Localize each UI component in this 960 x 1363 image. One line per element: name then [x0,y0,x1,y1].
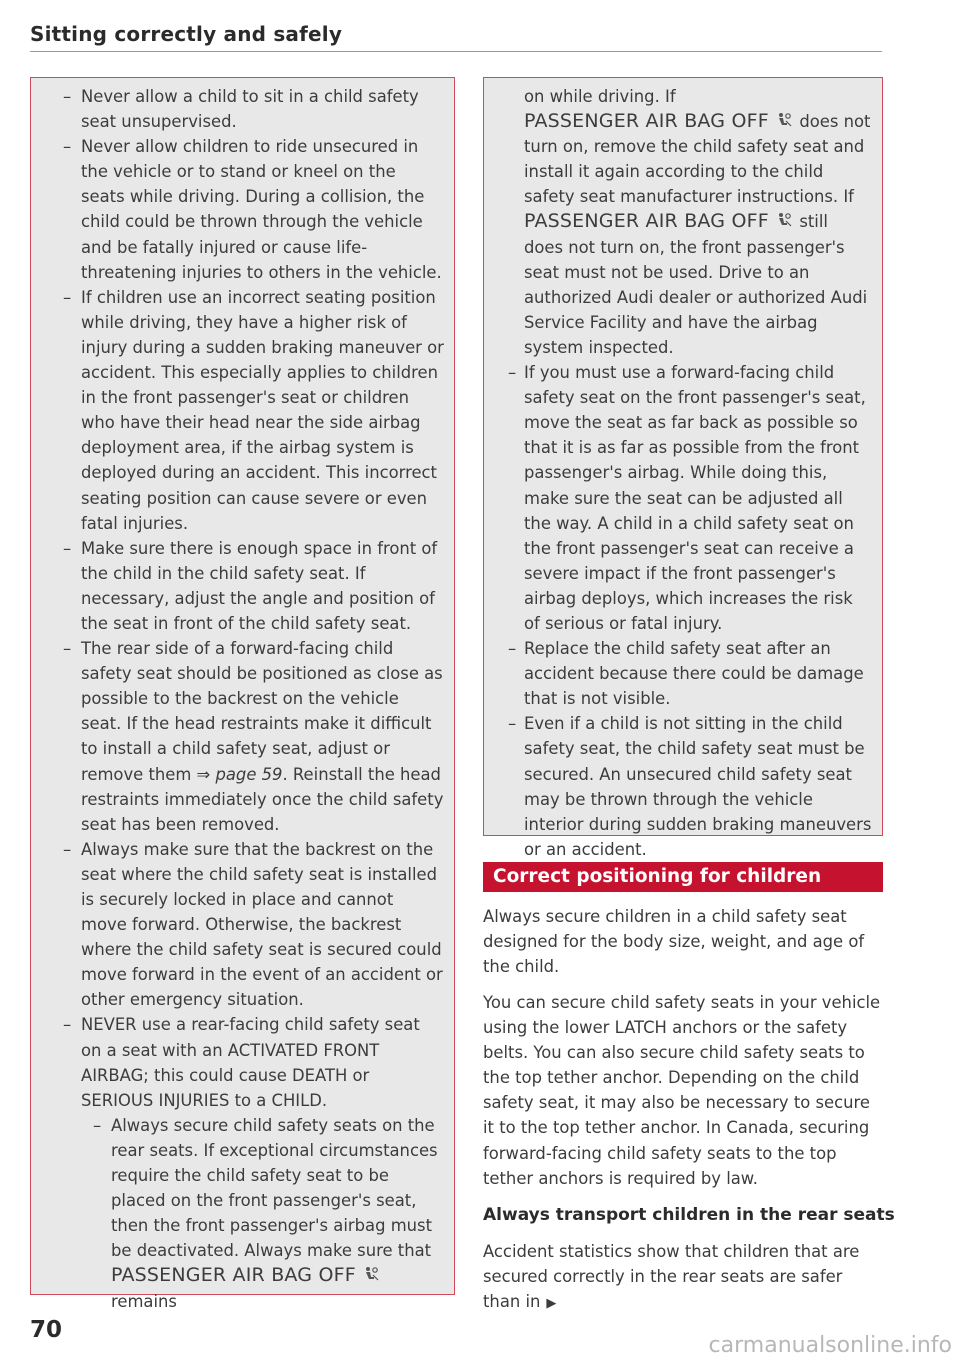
warning-item: – Make sure there is enough space in front of the child in the child safety seat. If necessary, adjust the angle and position of the seat in front of the child safety seat. [61,536,444,636]
warning-item: – If children use an incorrect seating position while driving, they have a higher risk of injury during a sudden braking maneuver or accident. This especially applies to children in the front passenger's seat or children who have their head near the side airbag deployment area, if the airbag system is deployed during an accident. This incorrect seating position can cause severe or even fatal injuries. [61,285,444,536]
header-divider [30,51,882,52]
body-paragraph: You can secure child safety seats in your vehicle using the lower LATCH anchors or the safety belts. You can also secure child safety seats to the top tether anchor. Depending on the child safety seat, it may also be necessary to secure it to the top tether anchor. In Canada, securing forward-facing child safety seats to the top tether anchors is required by law. [483,993,881,1188]
watermark: carmanualsonline.info [708,1333,952,1358]
warning-item: – Never allow children to ride unsecured in the vehicle or to stand or kneel on the seats while driving. During a collision, the child could be thrown through the vehicle and be fatally injured or cause life-threatening injuries to others in the vehicle. [61,134,444,285]
warning-list-right [484,360,882,862]
indicator-label: PASSENGER AIR BAG OFF [524,110,769,133]
warning-item-text: The rear side of a forward-facing child safety seat should be positioned as close as possible to the backrest on the vehicle seat. If the head restraints make it difficult to install a child safety seat, adjust or remove them [81,639,443,784]
warning-subitem [61,1113,444,1314]
subheading: Always transport children in the rear seats [483,1205,895,1225]
continue-arrow-icon: ▶ [546,1296,557,1312]
warning-box-left [30,77,455,1311]
paragraph-text: Accident statistics show that children that are secured correctly in the rear seats are safer than in [483,1242,860,1312]
indicator-label: PASSENGER AIR BAG OFF [524,210,769,233]
page-number: 70 [30,1317,63,1343]
warning-item: – NEVER use a rear-facing child safety seat on a seat with an ACTIVATED FRONT AIRBAG; this could cause DEATH or SERIOUS INJURIES to a CHILD. [61,1012,444,1112]
warning-box-right [483,77,883,859]
warning-item [61,636,444,837]
continuation-text: does not turn on, remove the child safety seat and install it again according to the child safety seat manufacturer instructions. If [524,112,871,207]
body-paragraph: Always secure children in a child safety seat designed for the body size, weight, and age of the child. [483,907,865,977]
warning-continuation [484,78,882,360]
warning-item: – Always make sure that the backrest on the seat where the child safety seat is installed is securely locked in place and cannot move forward. Otherwise, the backrest where the child safety seat is secured could move forward in the event of an accident or other emergency situation. [61,837,444,1013]
page-header-title: Sitting correctly and safely [30,22,343,46]
body-paragraph [483,1239,883,1316]
page-59-link[interactable]: ⇒ page 59 [196,764,283,784]
section-heading: Correct positioning for children [483,862,883,892]
continuation-text: on while driving. If [524,87,676,106]
warning-item: – Never allow a child to sit in a child safety seat unsupervised. [61,84,444,134]
warning-subitem-tail: remains [111,1291,177,1311]
indicator-label: PASSENGER AIR BAG OFF [111,1264,356,1287]
warning-item: – Replace the child safety seat after an accident because there could be damage that is not visible. [508,636,872,711]
warning-list-left [31,78,454,1314]
passenger-airbag-off-icon [776,212,792,228]
warning-item: – Even if a child is not sitting in the child safety seat, the child safety seat must be secured. An unsecured child safety seat may be thrown through the vehicle interior during sudden braking maneuvers or an accident. [508,711,872,862]
warning-item-text: . Reinstall the head restraints immediately once the child safety seat has been removed. [81,764,444,834]
warning-subitem-text: Always secure child safety seats on the rear seats. If exceptional circumstances require the child safety seat to be placed on the front passenger's seat, then the front passenger's airbag must be deactivated. Always make sure that [111,1115,438,1261]
passenger-airbag-off-icon [363,1266,379,1282]
passenger-airbag-off-icon [776,112,792,128]
continuation-text: still does not turn on, the front passenger's seat must not be used. Drive to an authorized Audi dealer or authorized Audi Service Facility and have the airbag system inspected. [524,212,868,357]
warning-item: – If you must use a forward-facing child safety seat on the front passenger's seat, move the seat as far back as possible so that it is as far as possible from the front passenger's airbag. While doing this, make sure the seat can be adjusted all the way. A child in a child safety seat on the front passenger's seat can receive a severe impact if the front passenger's airbag deploys, which increases the risk of serious or fatal injury. [508,360,872,636]
